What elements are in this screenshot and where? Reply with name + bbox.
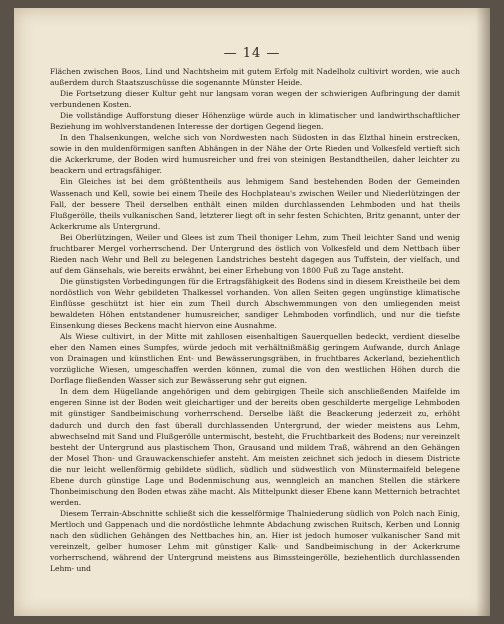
paragraph: Ein Gleiches ist bei dem größtentheils aus lehmigem Sand bestehenden Boden der Gemeinden Wassenach und Kell, sowie bei einem Theile des Hochplateau's zwischen Weiler und Niederlützingen der Fall, der bessere Theil derselben enthält einen milden durchlassenden Lehmboden und hat theils Flußgerölle, theils vulkanischen Sand, letzterer liegt oft in sehr festen Schichten, Britz genannt, unter der Ackerkrume als Untergrund. — [50, 177, 460, 231]
paragraph: In den Thalsenkungen, welche sich von Nordwesten nach Südosten in das Elzthal hinein erstrecken, sowie in den muldenförmigen sanften Abhängen in der Nähe der Orte Rieden und Volkesfeld vertieft sich die Ackerkrume, der Boden wird humusreicher und frei von steinigen Bestandtheilen, daher leichter zu beackern und ertragsfähiger. — [50, 133, 460, 176]
paragraph: Als Wiese cultivirt, in der Mitte mit zahllosen eisenhaltigen Sauerquellen bedeckt, verdient dieselbe eher den Namen eines Sumpfes, würde jedoch mit verhältnißmäßig geringem Aufwande, durch Anlage von Drainagen und künstlichen Ent- und Bewässerungsgräben, in fruchtbares Ackerland, beziehentlich vorzügliche Wiesen, umgeschaffen werden können, zumal die von den westlichen Höhen durch die Dorflage fließenden Wasser sich zur Bewässerung sehr gut eignen. — [50, 332, 460, 386]
paragraph: Bei Oberlützingen, Weiler und Glees ist zum Theil thoniger Lehm, zum Theil leichter Sand und wenig fruchtbarer Mergel vorherrschend. Der Untergrund des östlich von Volkesfeld und dem Nettbach über Rieden nach Wehr und Bell zu belegenen Landstriches besteht dagegen aus Tuffstein, der vielfach, und auf dem Gänsehals, wie bereits erwähnt, bei einer Erhebung von 1800 Fuß zu Tage ansteht. — [50, 232, 460, 275]
page-number: — 14 — — [223, 46, 281, 61]
document-page — [14, 8, 490, 616]
paragraph: In dem dem Hügellande angehörigen und dem gebirgigen Theile sich anschließenden Maifelde im engeren Sinne ist der Boden weit gleichartiger und der bereits oben geschilderte mergelige Lehmboden mit günstiger Sandbeimischung vorherrschend. Derselbe läßt die Beackerung jederzeit zu, erhöht dadurch und durch den fast überall durchlassenden Untergrund, der wieder meistens aus Lehm, abwechselnd mit Sand und Flußgerölle untermischt, besteht, die Fruchtbarkeit des Bodens; nur vereinzelt besteht der Untergrund aus plastischem Thon, Grausand und mildem Traß, während an den Gehängen der Mosel Thon- und Grauwackenschiefer ansteht. Am meisten zeichnet sich jedoch in diesem Districte die nur leicht wellenförmig gebildete südlich, südlich und südwestlich von Münstermaifeld belegene Ebene durch günstige Lage und Bodenmischung aus, wenngleich an manchen Stellen die stärkere Thonbeimischung den Boden etwas zähe macht. Als Mittelpunkt dieser Ebene kann Metternich betrachtet werden. — [50, 387, 460, 507]
paragraph: Flächen zwischen Boos, Lind und Nachtsheim mit gutem Erfolg mit Nadelholz cultivirt worden, wie auch außerdem durch Staatszuschüsse die sogenannte Münster Heide. — [50, 67, 460, 88]
paragraph: Die Fortsetzung dieser Kultur geht nur langsam voran wegen der schwierigen Aufbringung der damit verbundenen Kosten. — [50, 89, 460, 110]
book-spine-shadow — [476, 8, 490, 616]
paragraph: Die günstigsten Vorbedingungen für die Ertragsfähigkeit des Bodens sind in diesem Kreistheile bei dem nordöstlich von Wehr gebildeten Thalkessel vorhanden. Von allen Seiten gegen ungünstige klimatische Einflüsse geschützt ist hier ein zum Theil durch Abschwemmungen von den umliegenden meist bewaldeten Höhen entstandener humusreicher, sandiger Lehmboden vorfindlich, und nur die tiefste Einsenkung dieses Beckens macht hiervon eine Ausnahme. — [50, 276, 460, 331]
paragraph: Diesem Terrain-Abschnitte schließt sich die kesselförmige Thalniederung südlich von Polch nach Einig, Mertloch und Gappenach und die nordöstliche lehmnte Abdachung zwischen Ruitsch, Kerben und Lonnig nach den südlichen Gehängen des Nettbaches hin, an. Hier ist jedoch humoser vulkanischer Sand mit vereinzelt, gelber humoser Lehm mit günstiger Kalk- und Sandbeimischung in der Ackerkrume vorherrschend, während der Untergrund meistens aus Bimssteingerölle, beziehentlich durchlassenden Lehm- und — [50, 508, 460, 574]
paragraph: Die vollständige Aufforstung dieser Höhenzüge würde auch in klimatischer und landwirthschaftlicher Beziehung im wohlverstandenen Interesse der dortigen Gegend liegen. — [50, 111, 460, 132]
body-text — [50, 66, 460, 574]
